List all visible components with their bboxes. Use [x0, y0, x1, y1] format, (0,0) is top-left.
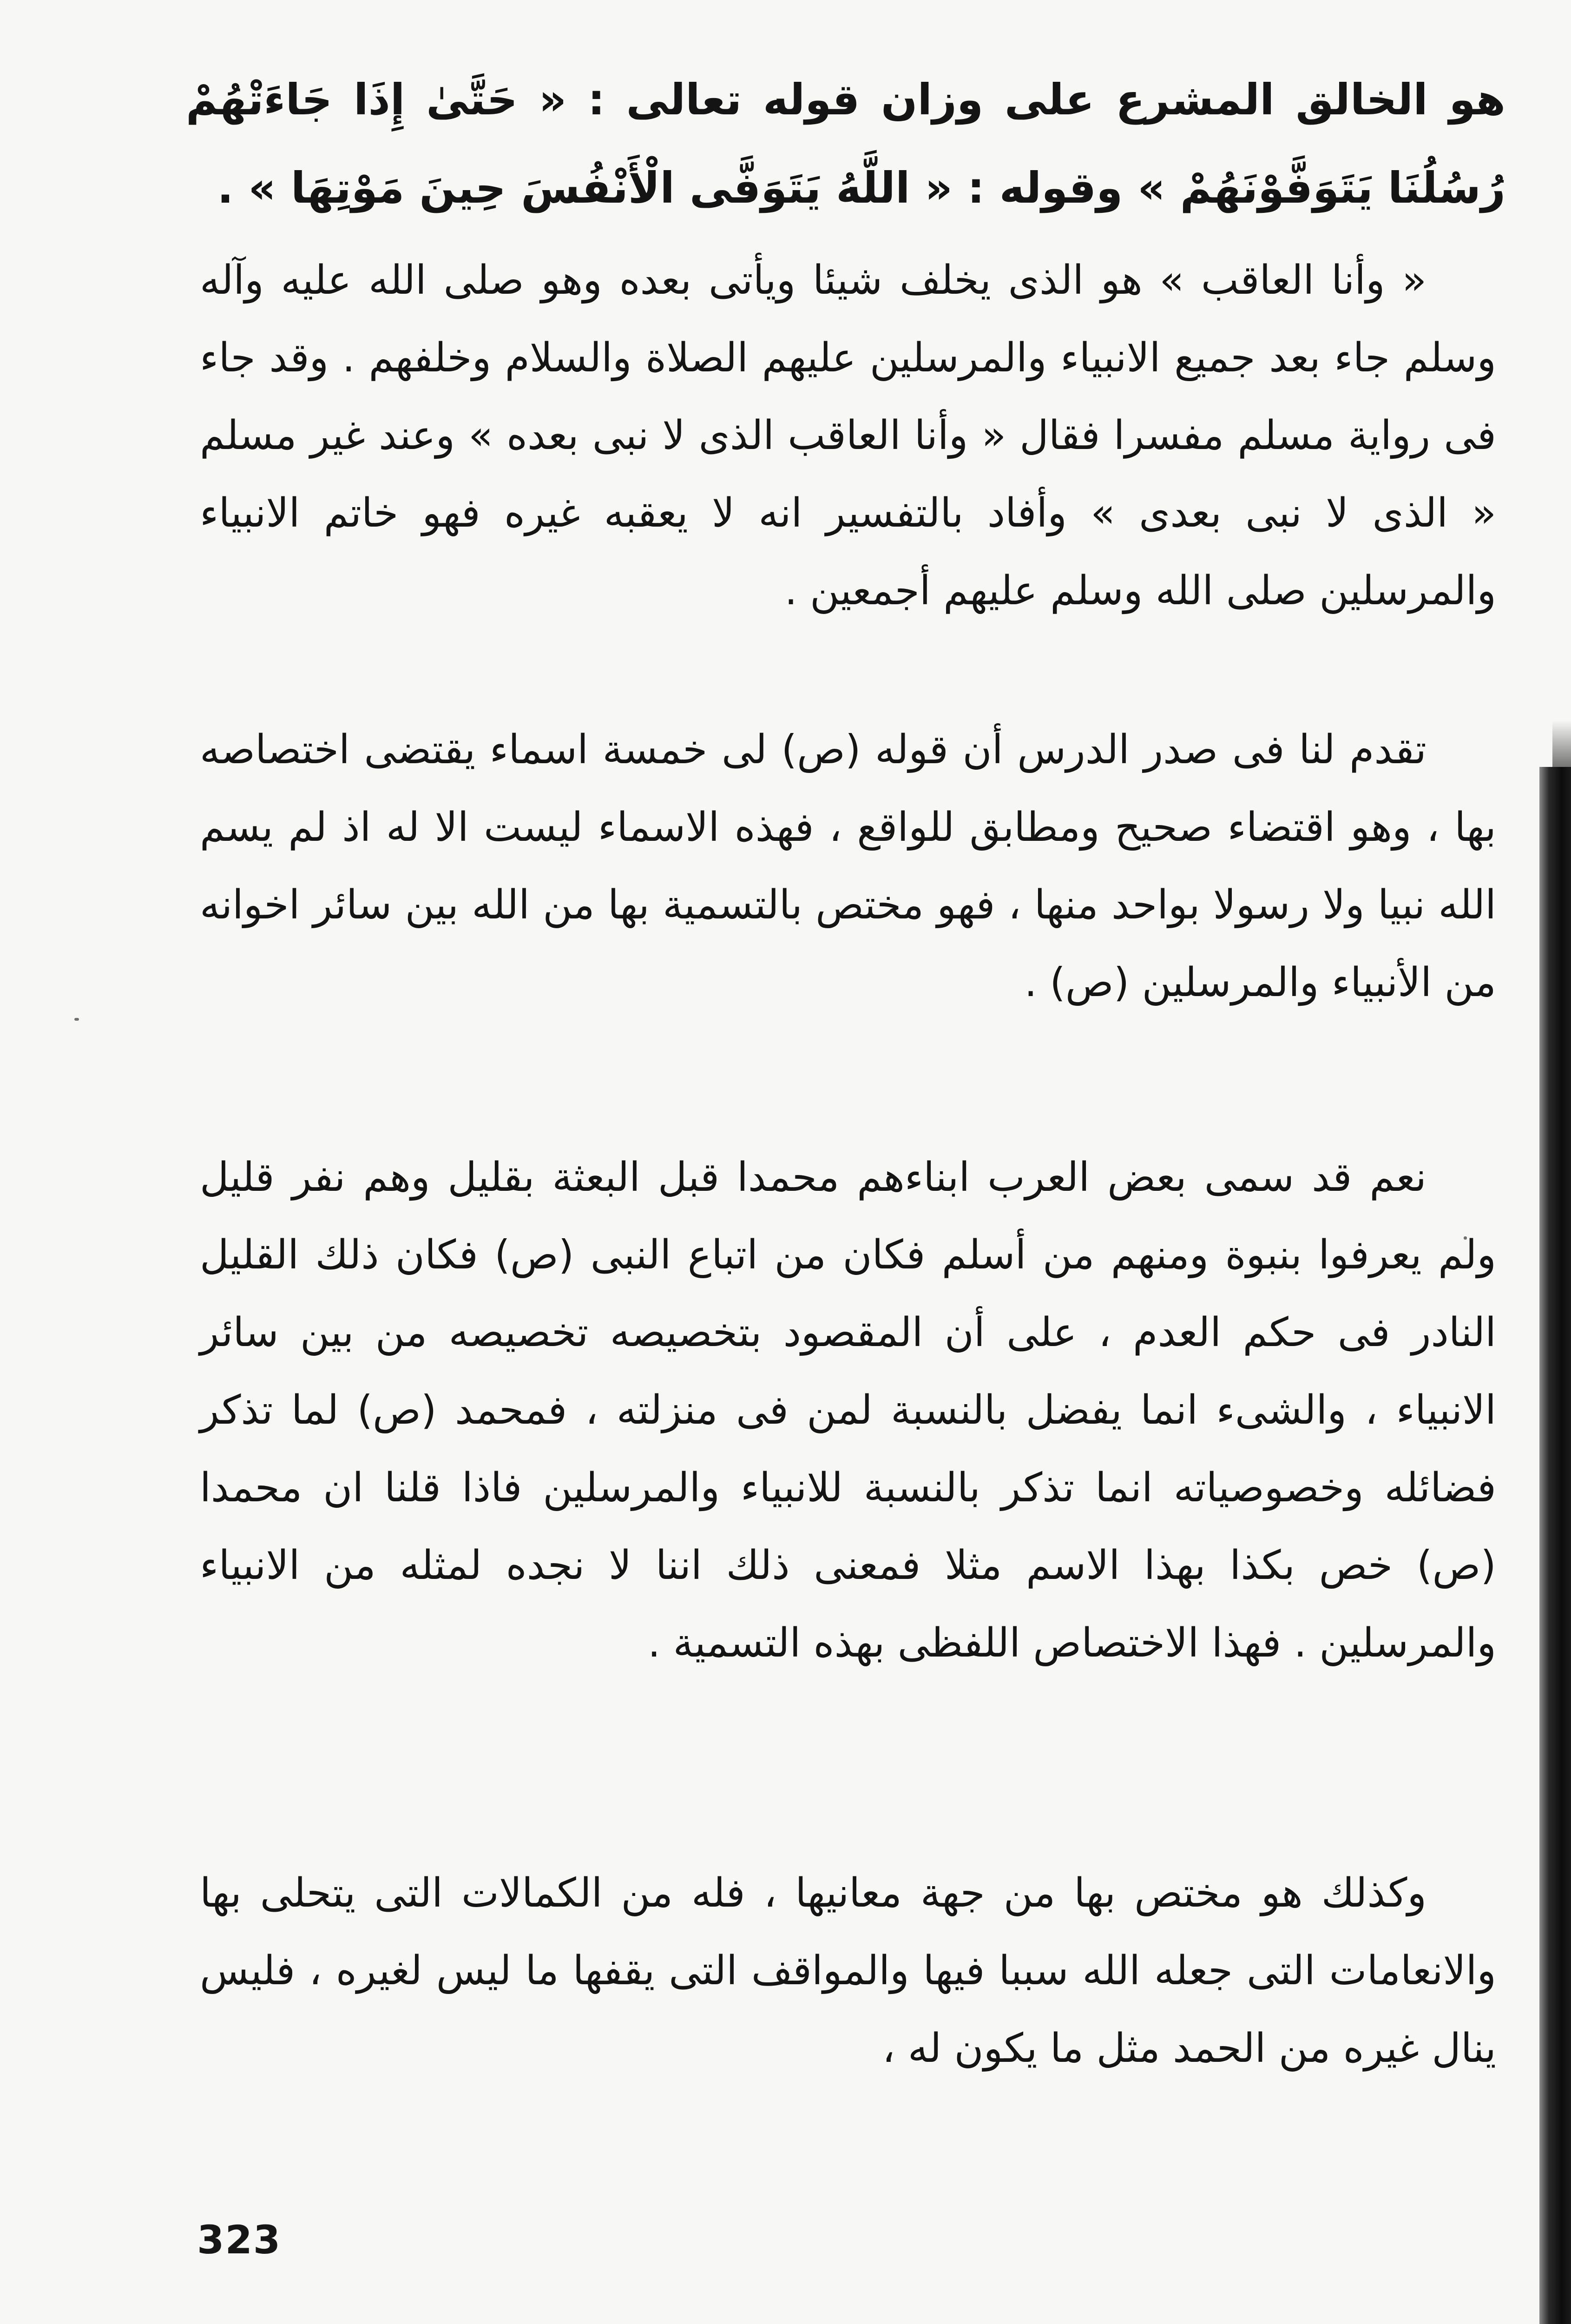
page-binding-shadow	[1539, 767, 1571, 2324]
page-number: 323	[197, 2217, 282, 2263]
paragraph-five-names: تقدم لنا فى صدر الدرس أن قوله (ص) لى خمسة اسماء يقتضى اختصاصه بها ، وهو اقتضاء صحيح ومطابق للواقع ، فهذه الاسماء ليست الا له اذ لم يسم الله نبيا ولا رسولا بواحد منها ، فهو مختص بالتسمية بها من الله بين سائر اخوانه من الأنبياء والمرسلين (ص) .	[200, 726, 1496, 1006]
quran-verse-block: هو الخالق المشرع على وزان قوله تعالى : « حَتَّىٰ إِذَا جَاءَتْهُمْ رُسُلُنَا يَتَوَفَّوْنَهُمْ » وقوله : « اللَّهُ يَتَوَفَّى الْأَنْفُسَ حِينَ مَوْتِهَا » .	[186, 75, 1505, 213]
paragraph-al-aqib: « وأنا العاقب » هو الذى يخلف شيئا ويأتى بعده وهو صلى الله عليه وآله وسلم جاء بعد جميع الانبياء والمرسلين عليهم الصلاة والسلام وخلفهم . وقد جاء فى رواية مسلم مفسرا فقال « وأنا العاقب الذى لا نبى بعده » وعند غير مسلم « الذى لا نبى بعدى » وأفاد بالتفسير انه لا يعقبه غيره فهو خاتم الانبياء والمرسلين صلى الله وسلم عليهم أجمعين .	[200, 257, 1496, 614]
paragraph-arab-naming: نعم قد سمى بعض العرب ابناءهم محمدا قبل البعثة بقليل وهم نفر قليل ولم يعرفوا بنبوة ومنهم من أسلم فكان من اتباع النبى (ص) فكان ذلك القليل النادر فى حكم العدم ، على أن المقصود بتخصيصه تخصيصه من بين سائر الانبياء ، والشىء انما يفضل بالنسبة لمن فى منزلته ، فمحمد (ص) لما تذكر فضائله وخصوصياته انما تذكر بالنسبة للانبياء والمرسلين فاذا قلنا ان محمدا (ص) خص بكذا بهذا الاسم مثلا فمعنى ذلك اننا لا نجده لمثله من الانبياء والمرسلين . فهذا الاختصاص اللفظى بهذه التسمية .	[200, 1154, 1496, 1666]
scan-speck	[74, 1018, 79, 1021]
paragraph-meanings: وكذلك هو مختص بها من جهة معانيها ، فله من الكمالات التى يتحلى بها والانعامات التى جعله الله سببا فيها والمواقف التى يقفها ما ليس لغيره ، فليس ينال غيره من الحمد مثل ما يكون له ،	[200, 1870, 1496, 2072]
